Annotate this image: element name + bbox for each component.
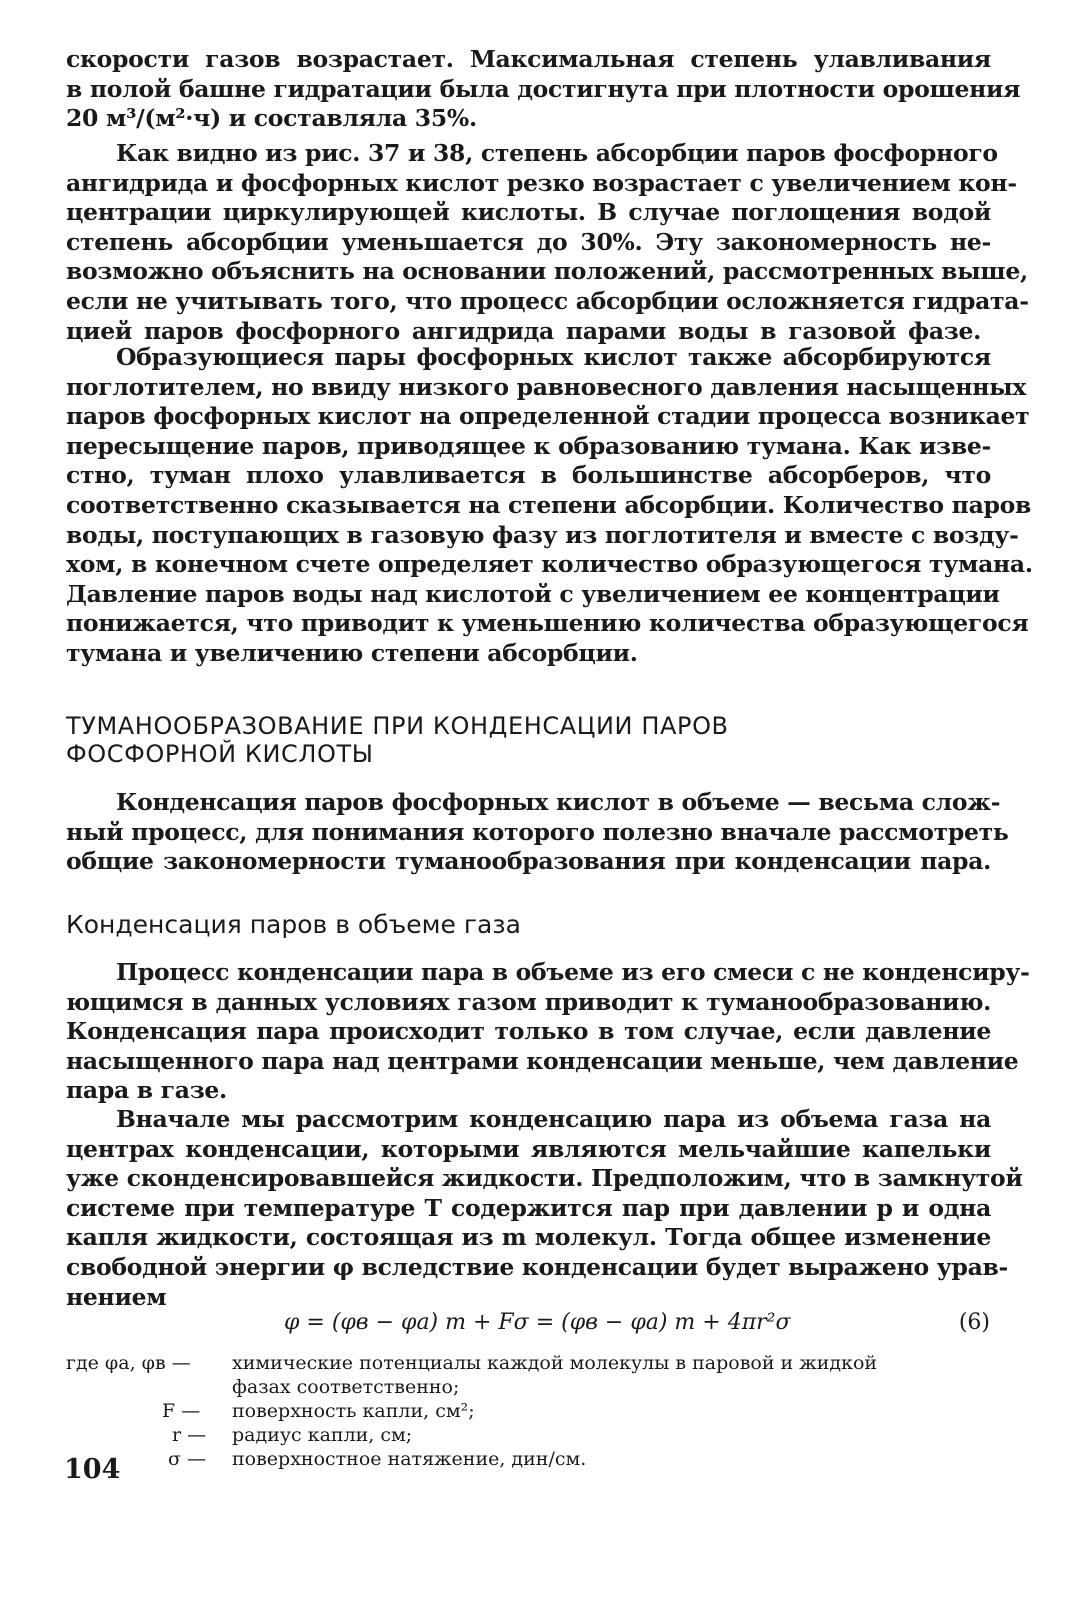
definition-symbol: r — [172, 1424, 207, 1446]
definition-symbol: где φa, φв — [66, 1352, 191, 1374]
text-line: в полой башне гидратации была достигнута при плотности орошения [66, 74, 1021, 103]
definition-row [66, 1400, 996, 1424]
text-line: стно, туман плохо улавливается в большинстве абсорберов, что [66, 461, 991, 490]
paragraph-3 [0, 343, 1089, 669]
text-line: понижается, что приводит к уменьшению количества образующегося [66, 609, 1029, 638]
text-line: воды, поступающих в газовую фазу из поглотителя и вместе с возду- [66, 520, 1019, 549]
text-line: поглотителем, но ввиду низкого равновесного давления насыщенных [66, 372, 1027, 401]
text-line: ангидрида и фосфорных кислот резко возрастает с увеличением кон- [66, 168, 1017, 197]
text-line: ный процесс, для понимания которого полезно вначале рассмотреть [66, 817, 1009, 846]
definition-row [66, 1448, 996, 1472]
section-title-line-2: ФОСФОРНОЙ КИСЛОТЫ [66, 740, 374, 768]
paragraph-6 [0, 1105, 1089, 1312]
text-line: Процесс конденсации пара в объеме из его смеси с не конденсиру- [116, 958, 1030, 986]
text-line: свободной энергии φ вследствие конденсации будет выражено урав- [66, 1252, 1009, 1281]
text-line: возможно объяснить на основании положений, рассмотренных выше, [66, 257, 1028, 286]
text-line: Как видно из рис. 37 и 38, степень абсорбции паров фосфорного [116, 139, 998, 167]
text-line: 20 м³/(м²·ч) и составляла 35%. [66, 104, 477, 133]
text-line: уже сконденсировавшейся жидкости. Предположим, что в замкнутой [66, 1164, 1023, 1193]
paragraph-1 [0, 45, 1089, 134]
text-line: цией паров фосфорного ангидрида парами воды в газовой фазе. [66, 316, 981, 345]
symbol-definitions [66, 1352, 996, 1472]
equation-body: φ = (φв − φa) m + Fσ = (φв − φa) m + 4πr²σ [284, 1310, 791, 1335]
text-line: степень абсорбции уменьшается до 30%. Эту закономерность не- [66, 227, 991, 256]
text-line: Давление паров воды над кислотой с увеличением ее концентрации [66, 579, 1000, 608]
text-line: Вначале мы рассмотрим конденсацию пара из объема газа на [116, 1105, 991, 1133]
text-line: тумана и увеличению степени абсорбции. [66, 638, 638, 667]
text-line: общие закономерности туманообразования при конденсации пара. [66, 847, 991, 876]
text-line: пересыщение паров, приводящее к образованию тумана. Как изве- [66, 431, 991, 460]
page-number: 104 [64, 1454, 121, 1485]
text-line: капля жидкости, состоящая из m молекул. Тогда общее изменение [66, 1223, 991, 1252]
definition-row [66, 1424, 996, 1448]
definition-text: фазах соответственно; [232, 1376, 460, 1398]
text-line: пара в газе. [66, 1076, 227, 1105]
text-line: центрах конденсации, которыми являются мельчайшие капельки [66, 1134, 991, 1163]
text-line: центрации циркулирующей кислоты. В случае поглощения водой [66, 198, 991, 227]
text-line: если не учитывать того, что процесс абсорбции осложняется гидрата- [66, 286, 1029, 315]
text-line: Конденсация паров фосфорных кислот в объеме — весьма слож- [116, 788, 1001, 816]
text-line: Конденсация пара происходит только в том случае, если давление [66, 1017, 991, 1046]
paragraph-5 [0, 958, 1089, 1106]
definition-text: химические потенциалы каждой молекулы в паровой и жидкой [232, 1352, 878, 1374]
text-line: Образующиеся пары фосфорных кислот также абсорбируются [116, 343, 991, 371]
text-line: нением [66, 1282, 167, 1311]
text-line: паров фосфорных кислот на определенной стадии процесса возникает [66, 402, 1030, 431]
definition-row [66, 1376, 996, 1400]
paragraph-4 [0, 788, 1089, 877]
text-line: системе при температуре T содержится пар при давлении p и одна [66, 1193, 991, 1222]
definition-symbol: F — [162, 1400, 201, 1422]
text-line: хом, в конечном счете определяет количество образующегося тумана. [66, 550, 1033, 579]
subsection-title: Конденсация паров в объеме газа [66, 910, 521, 939]
paragraph-2 [0, 139, 1089, 346]
definition-symbol: σ — [168, 1448, 207, 1470]
text-line: ющимся в данных условиях газом приводит к туманообразованию. [66, 987, 991, 1016]
definition-text: поверхностное натяжение, дин/см. [232, 1448, 587, 1470]
definition-text: поверхность капли, см²; [232, 1400, 475, 1422]
section-title-line-1: ТУМАНООБРАЗОВАНИЕ ПРИ КОНДЕНСАЦИИ ПАРОВ [66, 712, 729, 740]
definition-text: радиус капли, см; [232, 1424, 413, 1446]
text-line: соответственно сказывается на степени абсорбции. Количество паров [66, 490, 1032, 519]
text-line: скорости газов возрастает. Максимальная степень улавливания [66, 45, 991, 73]
text-line: насыщенного пара над центрами конденсации меньше, чем давление [66, 1046, 1019, 1075]
definition-row [66, 1352, 996, 1376]
equation-number: (6) [958, 1310, 990, 1335]
